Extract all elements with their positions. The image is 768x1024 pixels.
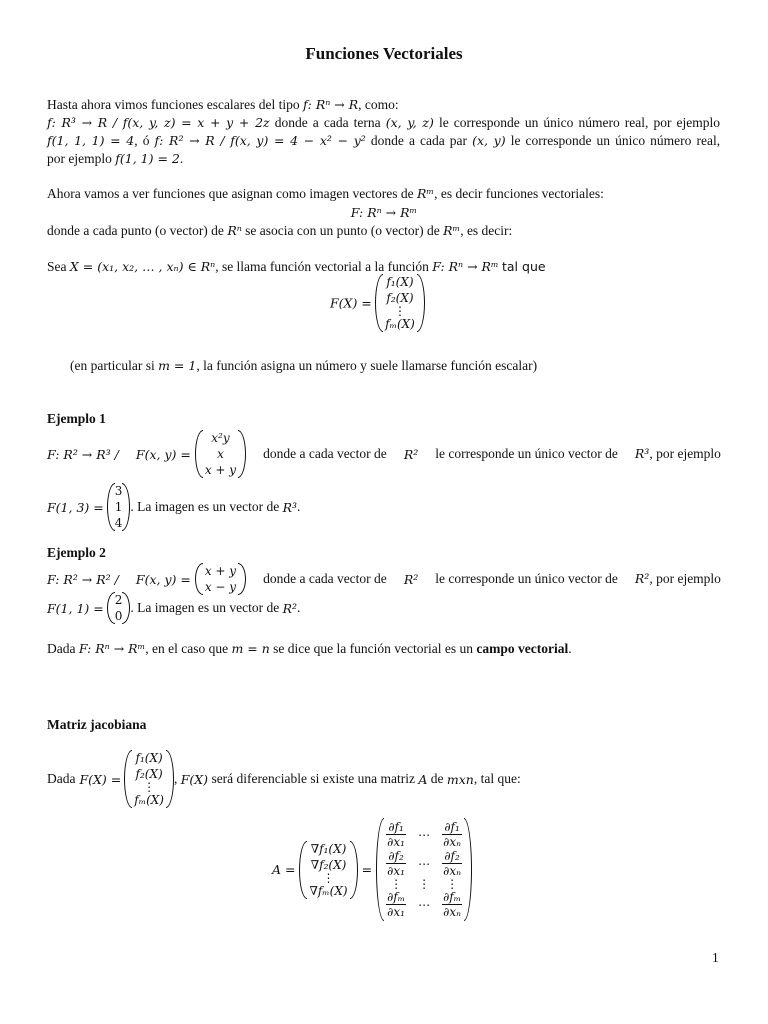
ejemplo1-example	[47, 483, 300, 531]
math: f: R³ → R / f(x, y, z) = x + y + 2z	[47, 115, 270, 130]
math: F: Rⁿ → Rᵐ	[78, 641, 146, 656]
math: R²	[403, 571, 419, 587]
vector-entry: ⋮	[394, 304, 407, 318]
vector-entry: ∇fₘ(X)	[309, 883, 348, 898]
vector-entry: x	[217, 447, 224, 461]
frac-num: ∂f₂	[442, 849, 462, 864]
ejemplo2-example	[47, 592, 300, 624]
math: F(x, y) =	[135, 446, 191, 462]
text: Dada	[47, 771, 76, 786]
math: F(X) =	[330, 295, 372, 311]
frac-den: ∂xₙ	[443, 864, 461, 878]
math: f: Rⁿ → R	[303, 97, 359, 112]
text: por ejemplo	[47, 151, 112, 166]
vector-entry: f₂(X)	[135, 767, 163, 781]
math: mxn	[446, 771, 474, 787]
vector-entry: ∇f₂(X)	[310, 857, 347, 872]
text: , es decir:	[460, 223, 513, 238]
vector-entry: f₂(X)	[386, 291, 414, 305]
text: , ó	[134, 133, 150, 148]
bold-term: campo vectorial	[476, 641, 569, 656]
matrix-cell: ⋮	[418, 877, 431, 891]
text: (en particular si	[70, 358, 155, 373]
gradient-vector	[299, 841, 357, 899]
vector-entry: x + y	[204, 463, 237, 477]
text: le corresponde un único vector de	[435, 446, 618, 461]
matrix-cell	[386, 820, 406, 849]
math: R²	[634, 571, 650, 586]
jacobiana-heading: Matriz jacobiana	[47, 717, 147, 732]
math: F(1, 1) =	[47, 600, 104, 616]
frac-num: ∂f₁	[442, 820, 462, 835]
math: (x, y)	[472, 133, 506, 148]
math: R²	[282, 600, 298, 616]
matrix-cell: ⋯	[418, 897, 431, 912]
math: Rᵐ	[443, 223, 461, 238]
frac-den: ∂x₁	[387, 864, 405, 878]
text: , por ejemplo	[649, 446, 721, 461]
text: .	[179, 151, 184, 166]
text: , en el caso que	[145, 641, 229, 656]
ejemplo2-vector	[195, 563, 246, 595]
text: se asocia con un punto (o vector) de	[245, 223, 440, 238]
text: Ahora vamos a ver funciones que asignan como imagen vectores de	[47, 186, 414, 201]
text: , la función asigna un número y suele llamarse función escalar)	[196, 358, 538, 373]
jacobian-matrix	[376, 818, 472, 921]
math: R²	[403, 446, 419, 462]
frac-num: ∂fₘ	[443, 890, 462, 904]
vector-entry: fₘ(X)	[134, 793, 164, 807]
text: donde a cada terna	[274, 115, 381, 130]
vector-entry: 2	[114, 593, 123, 607]
vector-entry: 1	[114, 500, 123, 514]
math: F(1, 3) =	[47, 499, 104, 515]
vector-entry: x²y	[211, 431, 230, 445]
math: f(1, 1) = 2	[115, 151, 180, 166]
text: .	[297, 600, 301, 615]
text: donde a cada punto (o vector) de	[47, 223, 224, 238]
text: se dice que la función vectorial es un	[273, 641, 473, 656]
matrix-cell	[442, 820, 462, 849]
vector-entry: x + y	[204, 564, 237, 578]
math: F: R² → R³ /	[47, 446, 119, 462]
vector-entry: x − y	[204, 580, 237, 594]
frac-num: ∂f₂	[386, 849, 406, 864]
text: . La imagen es un vector de	[130, 600, 280, 615]
text: .	[568, 641, 572, 656]
frac-den: ∂x₁	[387, 905, 405, 919]
text: será diferenciable si existe una matriz	[211, 771, 415, 786]
vector-entry: ⋮	[143, 780, 156, 794]
matrix-cell	[442, 890, 462, 919]
matrix-cell	[386, 890, 406, 919]
ejemplo1-formula	[136, 430, 246, 478]
text: , por ejemplo	[649, 571, 721, 586]
intro-line-3	[47, 133, 720, 149]
text: donde a cada vector de	[263, 446, 387, 461]
vector-entry: ∇f₁(X)	[310, 841, 347, 856]
text: le corresponde un único número real,	[510, 133, 721, 148]
matrix-cell: ⋮	[390, 877, 403, 891]
math: R³	[282, 499, 298, 515]
vector-entry: f₁(X)	[386, 275, 414, 289]
math: F(X)	[180, 771, 209, 787]
matrix-cell: ⋯	[418, 856, 431, 871]
math: F(X) =	[79, 771, 122, 787]
vect-line-1	[47, 186, 720, 202]
page-title: Funciones Vectoriales	[305, 44, 463, 63]
frac-den: ∂x₁	[387, 835, 405, 849]
vect-center-formula: F: Rⁿ → Rᵐ	[350, 205, 418, 220]
text: , se llama función vectorial a la función	[215, 259, 429, 274]
text: , tal que:	[473, 771, 521, 786]
ejemplo1-vector	[195, 430, 246, 478]
vector-entry: 0	[114, 609, 123, 623]
math: F(x, y) =	[135, 571, 191, 587]
math: m = 1	[158, 358, 197, 373]
intro-line-4	[47, 151, 720, 167]
text: le corresponde un único vector de	[435, 571, 618, 586]
jacobiana-line	[47, 750, 521, 808]
ejemplo1-line	[47, 430, 721, 478]
vector-entry: f₁(X)	[135, 751, 163, 765]
ejemplo2-heading: Ejemplo 2	[47, 545, 106, 560]
text: . La imagen es un vector de	[130, 499, 280, 514]
frac-den: ∂xₙ	[443, 835, 461, 849]
text: ,	[173, 771, 178, 786]
text: , es decir funciones vectoriales:	[434, 186, 604, 201]
page-number: 1	[712, 950, 719, 965]
math: =	[361, 862, 373, 877]
vector-entry: 4	[114, 516, 123, 530]
note-line	[70, 358, 537, 374]
matrix-cell: ⋯	[418, 827, 431, 842]
matrix-cell	[442, 849, 462, 878]
frac-num: ∂f₁	[386, 820, 406, 835]
vect-line-2	[47, 223, 720, 239]
ejemplo2-example-vector	[107, 592, 131, 624]
text: Dada	[47, 641, 76, 656]
text: le corresponde un único número real, por ejemplo	[438, 115, 721, 130]
sea-line	[47, 259, 720, 275]
ejemplo1-example-vector	[107, 483, 131, 531]
matrix-cell: ⋮	[446, 877, 459, 891]
ejemplo2-line	[47, 563, 721, 595]
vector-entry: ⋮	[322, 870, 335, 885]
math: R³	[634, 446, 650, 461]
math: F: R² → R² /	[47, 571, 119, 587]
jacobian-matrix-equation	[272, 818, 472, 921]
text: .	[297, 499, 301, 514]
vector-entry: fₘ(X)	[385, 317, 415, 331]
text: donde a cada par	[370, 133, 468, 148]
text: de	[430, 771, 444, 786]
text: Hasta ahora vimos funciones escalares del tipo	[47, 97, 300, 112]
fx-vector	[375, 274, 425, 332]
math: Rᵐ	[417, 186, 435, 201]
math: m = n	[231, 641, 270, 656]
ejemplo2-formula	[136, 563, 246, 595]
math: f: R² → R / f(x, y) = 4 − x² − y²	[154, 133, 366, 148]
math: F: Rⁿ → Rᵐ	[432, 259, 499, 274]
math: (x, y, z)	[385, 115, 434, 130]
vector-entry: 3	[114, 484, 123, 498]
jacobian-grid	[386, 820, 462, 919]
math: A =	[272, 862, 296, 877]
jacobiana-fx-vector	[124, 750, 174, 808]
text: , como:	[358, 97, 399, 112]
frac-den: ∂xₙ	[443, 905, 461, 919]
text: donde a cada vector de	[263, 571, 387, 586]
ejemplo1-heading: Ejemplo 1	[47, 411, 106, 426]
intro-line-1	[47, 97, 720, 113]
matrix-cell	[386, 849, 406, 878]
math: A	[418, 771, 428, 787]
fx-definition	[330, 274, 425, 332]
campo-line	[47, 641, 720, 657]
math: X = (x₁, x₂, … , xₙ) ∈ Rⁿ	[69, 259, 216, 274]
text: Sea	[47, 259, 67, 274]
math: f(1, 1, 1) = 4	[47, 133, 135, 148]
intro-line-2	[47, 115, 720, 131]
frac-num: ∂fₘ	[387, 890, 406, 904]
math: Rⁿ	[227, 223, 242, 238]
text: tal que	[502, 259, 546, 274]
